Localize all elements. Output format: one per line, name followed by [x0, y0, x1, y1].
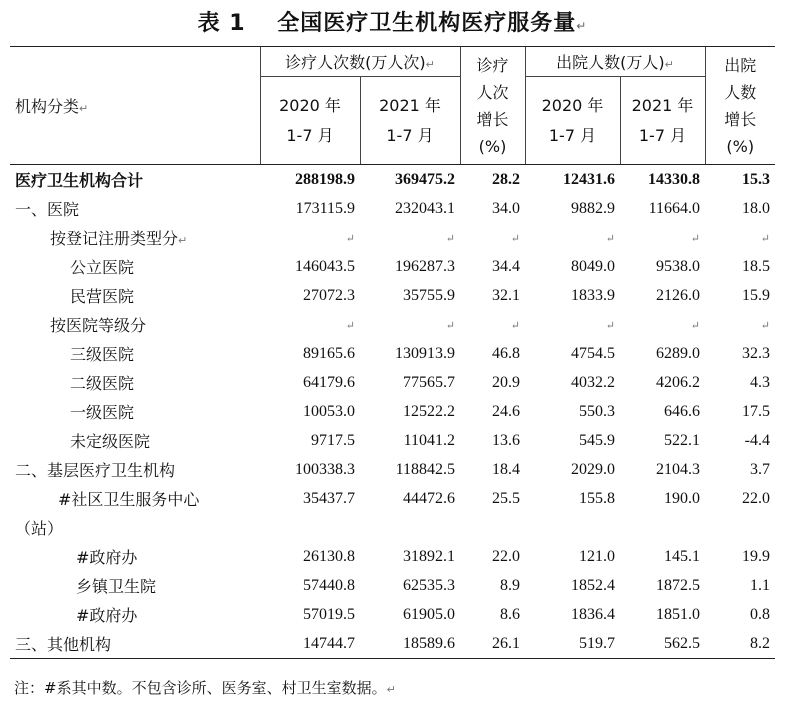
header-discharge-growth: 出院 人数 增长 (%) [705, 47, 775, 165]
header-visits-2020: 2020 年 1-7 月 [260, 77, 360, 165]
table-row: 公立医院 146043.5 196287.3 34.4 8049.0 9538.0 18.5 [70, 257, 770, 277]
table-row: 二、基层医疗卫生机构 100338.3 118842.5 18.4 2029.0 2104.3 3.7 [15, 460, 770, 480]
header-category: 机构分类↵ [10, 47, 260, 165]
header-visits-group: 诊疗人次数(万人次)↵ [260, 47, 460, 77]
table-row: 一、医院 173115.9 232043.1 34.0 9882.9 11664.0 18.0 [15, 199, 770, 219]
hospital-service-table [10, 46, 775, 659]
table-row: 三级医院 89165.6 130913.9 46.8 4754.5 6289.0 32.3 [70, 344, 770, 364]
table-row: 一级医院 10053.0 12522.2 24.6 550.3 646.6 17.5 [70, 402, 770, 422]
table-row: 二级医院 64179.6 77565.7 20.9 4032.2 4206.2 4.3 [70, 373, 770, 393]
table-row: 未定级医院 9717.5 11041.2 13.6 545.9 522.1 -4.4 [70, 431, 770, 451]
table-row: #社区卫生服务中心 35437.7 44472.6 25.5 155.8 190.0 22.0 [58, 489, 770, 509]
footnote: 注：#系其中数。不包含诊所、医务室、村卫生室数据。↵ [14, 679, 396, 697]
header-discharge-2020: 2020 年 1-7 月 [525, 77, 620, 165]
para-mark: ↵ [576, 19, 588, 33]
table-row: #政府办 57019.5 61905.0 8.6 1836.4 1851.0 0.8 [76, 605, 770, 625]
table-title [0, 6, 785, 37]
header-visits-2021: 2021 年 1-7 月 [360, 77, 460, 165]
table-row: 乡镇卫生院 57440.8 62535.3 8.9 1852.4 1872.5 1.1 [76, 576, 770, 596]
header-discharge-group: 出院人数(万人)↵ [525, 47, 705, 77]
table-row: 按医院等级分 ↵ ↵ ↵ ↵ ↵ ↵ [50, 316, 770, 335]
header-discharge-2021: 2021 年 1-7 月 [620, 77, 705, 165]
table-row: 按登记注册类型分↵ ↵ ↵ ↵ ↵ ↵ ↵ [50, 229, 770, 248]
table-title-text: 表 1 全国医疗卫生机构医疗服务量 [197, 11, 577, 36]
table-row: 民营医院 27072.3 35755.9 32.1 1833.9 2126.0 15.9 [70, 286, 770, 306]
table-row: 三、其他机构 14744.7 18589.6 26.1 519.7 562.5 8.2 [10, 629, 775, 659]
table-row: #政府办 26130.8 31892.1 22.0 121.0 145.1 19.9 [76, 547, 770, 567]
table-row: （站） [15, 519, 64, 538]
table-row: 医疗卫生机构合计 288198.9 369475.2 28.2 12431.6 14330.8 15.3 [15, 170, 770, 190]
header-visits-growth: 诊疗 人次 增长 (%) [460, 47, 525, 165]
